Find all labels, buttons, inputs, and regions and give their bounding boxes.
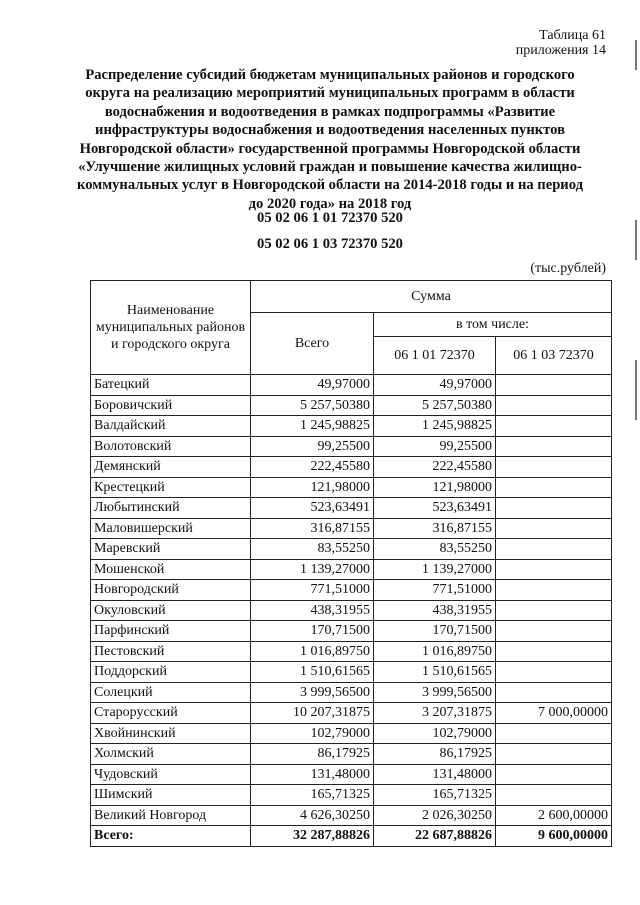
- caption-table-number: Таблица 61: [539, 28, 606, 43]
- total-label: Всего:: [91, 826, 251, 847]
- table-row: [91, 682, 612, 703]
- row-col2: [496, 682, 612, 703]
- scan-edge-mark: [635, 40, 637, 70]
- header-sum: Сумма: [251, 281, 612, 313]
- row-col2: [496, 518, 612, 539]
- row-total: 131,48000: [251, 764, 374, 785]
- row-name: Маревский: [91, 539, 251, 560]
- row-col1: 49,97000: [374, 375, 496, 396]
- row-col2: [496, 723, 612, 744]
- table-total-row: [91, 826, 612, 847]
- row-col2: 7 000,00000: [496, 703, 612, 724]
- row-col1: 1 016,89750: [374, 641, 496, 662]
- table-row: [91, 477, 612, 498]
- row-name: Хвойнинский: [91, 723, 251, 744]
- row-name: Волотовский: [91, 436, 251, 457]
- row-col2: [496, 375, 612, 396]
- row-name: Окуловский: [91, 600, 251, 621]
- row-col1: 2 026,30250: [374, 805, 496, 826]
- row-col2: 2 600,00000: [496, 805, 612, 826]
- table-row: [91, 600, 612, 621]
- row-col2: [496, 539, 612, 560]
- row-col2: [496, 744, 612, 765]
- table-row: [91, 457, 612, 478]
- row-col1: 5 257,50380: [374, 395, 496, 416]
- table-row: [91, 723, 612, 744]
- row-col1: 316,87155: [374, 518, 496, 539]
- row-col1: 99,25500: [374, 436, 496, 457]
- budget-code-2: 05 02 06 1 03 72370 520: [257, 236, 403, 252]
- row-total: 1 139,27000: [251, 559, 374, 580]
- row-name: Солецкий: [91, 682, 251, 703]
- subsidy-table: [90, 280, 612, 847]
- row-col1: 1 510,61565: [374, 662, 496, 683]
- table-row: [91, 703, 612, 724]
- table-row: [91, 559, 612, 580]
- row-col1: 131,48000: [374, 764, 496, 785]
- row-name: Холмский: [91, 744, 251, 765]
- row-col1: 165,71325: [374, 785, 496, 806]
- row-name: Шимский: [91, 785, 251, 806]
- table-row: [91, 744, 612, 765]
- row-total: 3 999,56500: [251, 682, 374, 703]
- row-col2: [496, 764, 612, 785]
- row-total: 170,71500: [251, 621, 374, 642]
- row-total: 4 626,30250: [251, 805, 374, 826]
- row-total: 523,63491: [251, 498, 374, 519]
- row-total: 86,17925: [251, 744, 374, 765]
- table-row: [91, 621, 612, 642]
- row-name: Пестовский: [91, 641, 251, 662]
- row-total: 165,71325: [251, 785, 374, 806]
- row-col2: [496, 395, 612, 416]
- row-total: 771,51000: [251, 580, 374, 601]
- total-all: 32 287,88826: [251, 826, 374, 847]
- row-col1: 222,45580: [374, 457, 496, 478]
- table-row: [91, 518, 612, 539]
- document-title: Распределение субсидий бюджетам муниципальных районов и городского округа на реализацию мероприятий муниципальных программ в области водоснабжения и водоотведения в рамках подпрограммы «Развитие инфраструктуры водоснабжения и водоотведения населенных пунктов Новгородской области» государственной программы Новгородской области «Улучшение жилищных условий граждан и повышение качества жилищно-коммунальных услуг в Новгородской области на 2014-2018 годы и на период до 2020 года» на 2018 год: [77, 67, 583, 212]
- total-col2: 9 600,00000: [496, 826, 612, 847]
- row-col1: 102,79000: [374, 723, 496, 744]
- row-col2: [496, 559, 612, 580]
- header-col1: 06 1 01 72370: [374, 337, 496, 375]
- row-total: 121,98000: [251, 477, 374, 498]
- row-name: Крестецкий: [91, 477, 251, 498]
- table-row: [91, 662, 612, 683]
- row-total: 316,87155: [251, 518, 374, 539]
- row-name: Любытинский: [91, 498, 251, 519]
- scan-edge-mark: [635, 360, 637, 420]
- table-row: [91, 764, 612, 785]
- table-caption: [516, 28, 606, 58]
- row-col1: 1 245,98825: [374, 416, 496, 437]
- row-total: 1 245,98825: [251, 416, 374, 437]
- row-col1: 3 999,56500: [374, 682, 496, 703]
- row-total: 102,79000: [251, 723, 374, 744]
- row-col1: 438,31955: [374, 600, 496, 621]
- table-row: [91, 785, 612, 806]
- row-col2: [496, 457, 612, 478]
- header-total: Всего: [251, 313, 374, 375]
- row-col1: 170,71500: [374, 621, 496, 642]
- table-row: [91, 805, 612, 826]
- table-row: [91, 498, 612, 519]
- row-name: Поддорский: [91, 662, 251, 683]
- row-col2: [496, 580, 612, 601]
- table-row: [91, 395, 612, 416]
- row-col2: [496, 641, 612, 662]
- units-label: (тыс.рублей): [530, 261, 606, 276]
- row-col2: [496, 477, 612, 498]
- row-total: 49,97000: [251, 375, 374, 396]
- row-col2: [496, 662, 612, 683]
- row-name: Чудовский: [91, 764, 251, 785]
- row-total: 10 207,31875: [251, 703, 374, 724]
- table-row: [91, 580, 612, 601]
- row-col1: 1 139,27000: [374, 559, 496, 580]
- caption-appendix: приложения 14: [515, 43, 606, 58]
- header-col2: 06 1 03 72370: [496, 337, 612, 375]
- row-name: Боровичский: [91, 395, 251, 416]
- row-total: 83,55250: [251, 539, 374, 560]
- row-col2: [496, 621, 612, 642]
- row-col2: [496, 498, 612, 519]
- row-col1: 86,17925: [374, 744, 496, 765]
- row-name: Парфинский: [91, 621, 251, 642]
- header-name: Наименование муниципальных районов и городского округа: [91, 281, 251, 375]
- row-name: Великий Новгород: [91, 805, 251, 826]
- total-col1: 22 687,88826: [374, 826, 496, 847]
- row-total: 222,45580: [251, 457, 374, 478]
- row-col1: 3 207,31875: [374, 703, 496, 724]
- budget-code-1: 05 02 06 1 01 72370 520: [257, 210, 403, 226]
- row-name: Мошенской: [91, 559, 251, 580]
- row-total: 1 510,61565: [251, 662, 374, 683]
- row-total: 99,25500: [251, 436, 374, 457]
- row-col1: 771,51000: [374, 580, 496, 601]
- row-name: Валдайский: [91, 416, 251, 437]
- scan-edge-mark: [635, 220, 637, 260]
- row-col2: [496, 416, 612, 437]
- row-name: Демянский: [91, 457, 251, 478]
- row-total: 1 016,89750: [251, 641, 374, 662]
- row-name: Батецкий: [91, 375, 251, 396]
- row-name: Старорусский: [91, 703, 251, 724]
- table-row: [91, 436, 612, 457]
- row-total: 5 257,50380: [251, 395, 374, 416]
- row-col2: [496, 436, 612, 457]
- row-name: Маловишерский: [91, 518, 251, 539]
- header-including: в том числе:: [374, 313, 612, 337]
- table-row: [91, 539, 612, 560]
- row-col2: [496, 600, 612, 621]
- table-row: [91, 416, 612, 437]
- row-col1: 523,63491: [374, 498, 496, 519]
- table-row: [91, 641, 612, 662]
- row-name: Новгородский: [91, 580, 251, 601]
- row-total: 438,31955: [251, 600, 374, 621]
- row-col1: 83,55250: [374, 539, 496, 560]
- table-row: [91, 375, 612, 396]
- row-col2: [496, 785, 612, 806]
- row-col1: 121,98000: [374, 477, 496, 498]
